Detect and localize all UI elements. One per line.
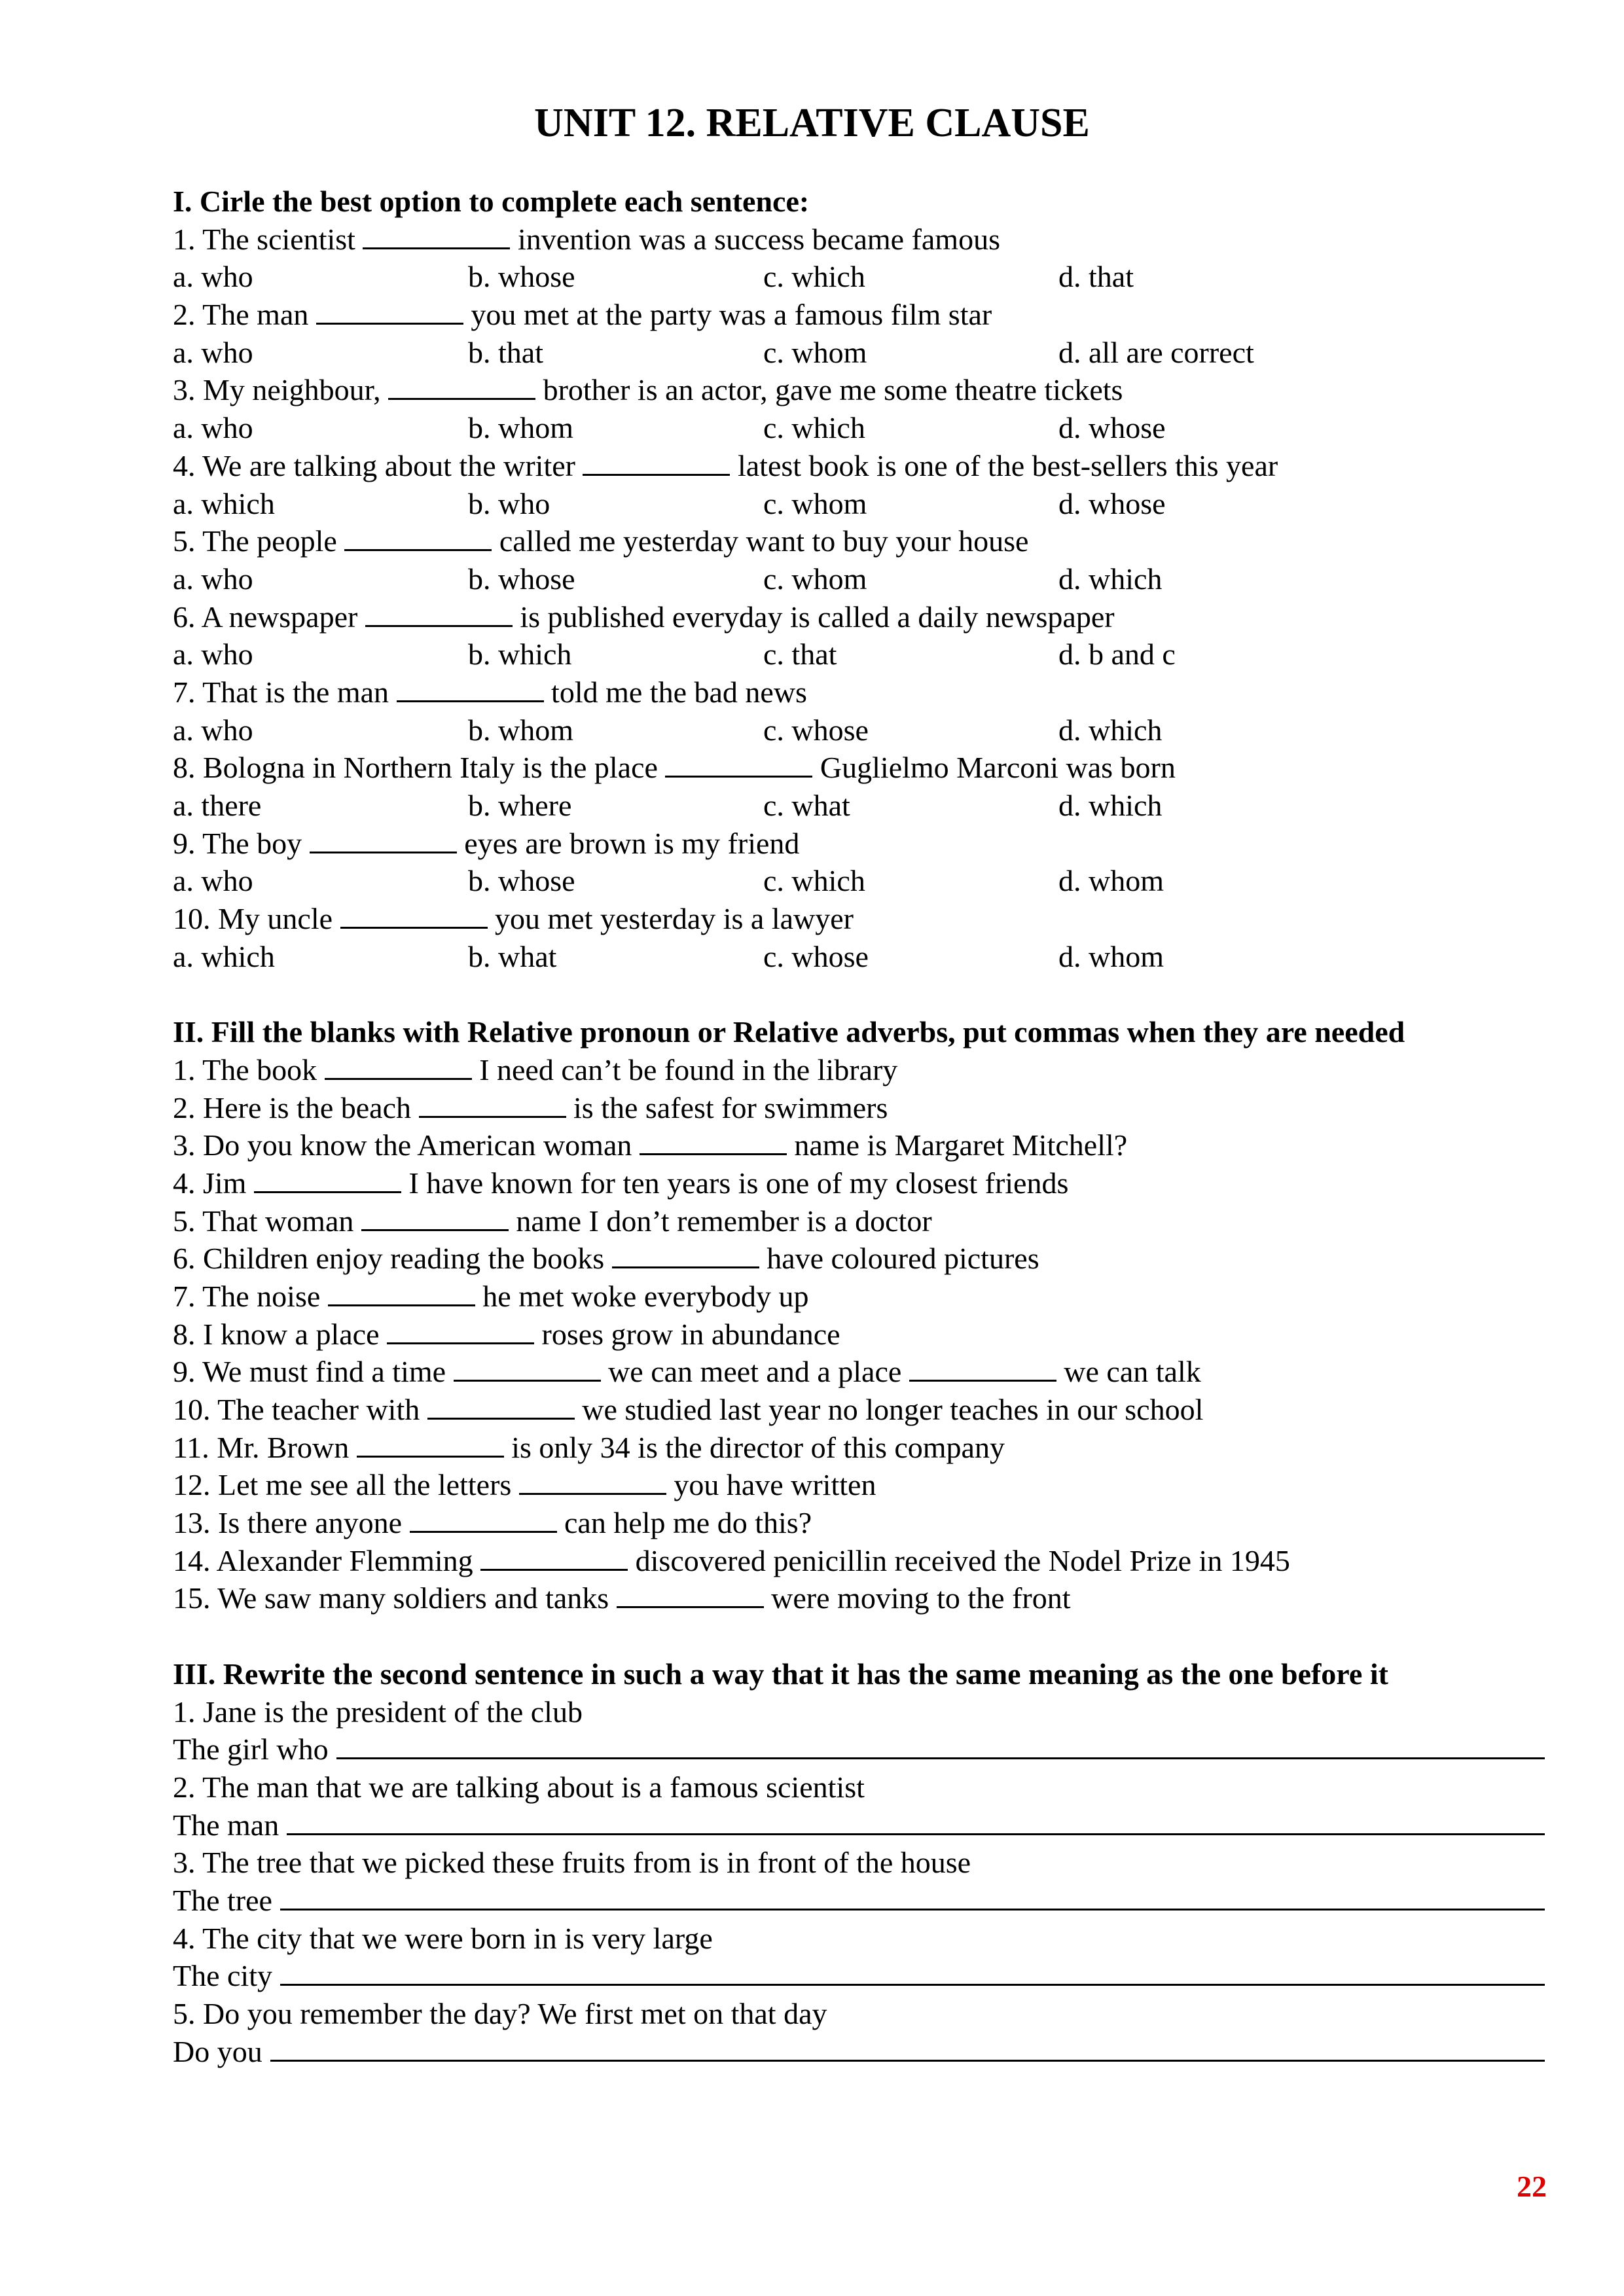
sentence-text-start: 14. Alexander Flemming — [173, 1543, 473, 1577]
options-row — [173, 258, 1547, 296]
answer-option[interactable]: a. which — [173, 486, 275, 520]
sentence-text-end: discovered penicillin received the Nodel Prize in 1945 — [635, 1543, 1290, 1577]
answer-option[interactable]: d. whose — [1058, 411, 1166, 445]
question-line — [173, 522, 1547, 560]
fill-blank-line — [173, 1353, 1547, 1391]
question-line — [173, 598, 1547, 636]
answer-blank — [361, 1203, 509, 1231]
answer-option[interactable]: c. what — [763, 789, 850, 822]
options-row — [173, 711, 1547, 749]
answer-blank — [583, 448, 730, 476]
sentence-text-start: 10. The teacher with — [173, 1393, 420, 1426]
question-text-start: 7. That is the man — [173, 675, 389, 709]
answer-option[interactable]: a. who — [173, 637, 253, 672]
sentence-text-end: we can talk — [1064, 1355, 1201, 1389]
sentence-text-end: name I don’t remember is a doctor — [516, 1204, 932, 1238]
answer-option[interactable]: b. whose — [468, 260, 575, 294]
fill-blank-line — [173, 1542, 1547, 1580]
rewrite-prompt: The city — [173, 1959, 272, 1993]
answer-blank — [325, 1052, 472, 1080]
answer-option[interactable]: a. which — [173, 939, 275, 973]
answer-blank — [410, 1505, 557, 1533]
answer-option[interactable]: d. whom — [1058, 939, 1164, 973]
sentence-text-start: 12. Let me see all the letters — [173, 1468, 512, 1502]
answer-option[interactable]: a. who — [173, 713, 253, 747]
answer-blank — [612, 1240, 759, 1268]
answer-option[interactable]: d. that — [1058, 260, 1134, 294]
answer-blank — [617, 1580, 764, 1608]
original-sentence: 5. Do you remember the day? We first met on that day — [173, 1997, 827, 2030]
answer-option[interactable]: b. whose — [468, 562, 575, 596]
fill-blank-line — [173, 1164, 1547, 1202]
question-text-end: Guglielmo Marconi was born — [820, 751, 1176, 785]
options-row — [173, 862, 1547, 900]
spacer — [173, 975, 1547, 1013]
options-row — [173, 560, 1547, 598]
section-2-heading: II. Fill the blanks with Relative pronoun or Relative adverbs, put commas when they are needed — [173, 1015, 1405, 1049]
rewrite-prompt: The tree — [173, 1883, 272, 1917]
answer-option[interactable]: a. who — [173, 562, 253, 596]
question-text-start: 6. A newspaper — [173, 600, 358, 634]
answer-blank — [340, 901, 488, 929]
sentence-text-end: I have known for ten years is one of my closest friends — [408, 1166, 1069, 1200]
question-text-start: 4. We are talking about the writer — [173, 448, 575, 482]
answer-option[interactable]: c. whom — [763, 562, 867, 596]
sentence-text-start: 6. Children enjoy reading the books — [173, 1242, 605, 1276]
rewrite-prompt: The man — [173, 1808, 280, 1842]
rewrite-line — [173, 1957, 1547, 1995]
question-line — [173, 673, 1547, 711]
question-line — [173, 447, 1547, 485]
rewrite-answer-line — [287, 1807, 1545, 1835]
answer-option[interactable]: d. which — [1058, 562, 1163, 596]
answer-blank — [344, 523, 492, 551]
answer-option[interactable]: d. b and c — [1058, 637, 1176, 672]
fill-blank-line — [173, 1240, 1547, 1278]
options-row — [173, 636, 1547, 673]
question-text-end: is published everyday is called a daily newspaper — [520, 600, 1115, 634]
fill-blank-line — [173, 1466, 1547, 1504]
sentence-text-end: roses grow in abundance — [541, 1317, 840, 1351]
sentence-text-end: were moving to the front — [771, 1581, 1071, 1615]
fill-blank-line — [173, 1051, 1547, 1089]
question-text-start: 1. The scientist — [173, 222, 355, 256]
sentence-text-end: he met woke everybody up — [482, 1279, 809, 1313]
fill-blank-line — [173, 1429, 1547, 1467]
answer-option[interactable]: b. whom — [468, 411, 573, 445]
answer-option[interactable]: a. who — [173, 411, 253, 445]
answer-option[interactable]: b. which — [468, 637, 572, 672]
answer-option[interactable]: a. who — [173, 335, 253, 369]
answer-option[interactable]: d. whose — [1058, 486, 1166, 520]
question-line — [173, 825, 1547, 863]
sentence-text-start: 11. Mr. Brown — [173, 1430, 350, 1464]
original-sentence: 2. The man that we are talking about is a famous scientist — [173, 1770, 865, 1804]
original-sentence: 1. Jane is the president of the club — [173, 1695, 583, 1729]
fill-blank-line — [173, 1089, 1547, 1127]
sentence-text-start: 4. Jim — [173, 1166, 247, 1200]
answer-option[interactable]: d. which — [1058, 789, 1163, 822]
answer-option[interactable]: a. who — [173, 864, 253, 898]
answer-option[interactable]: a. who — [173, 260, 253, 294]
answer-option[interactable]: b. where — [468, 789, 572, 822]
rewrite-answer-line — [280, 1882, 1545, 1910]
sentence-text-end: have coloured pictures — [767, 1242, 1039, 1276]
answer-blank — [254, 1165, 401, 1193]
question-text-end: latest book is one of the best-sellers this year — [737, 448, 1278, 482]
section-3-heading: III. Rewrite the second sentence in such a way that it has the same meaning as the one before it — [173, 1657, 1388, 1691]
answer-option[interactable]: b. who — [468, 486, 550, 520]
rewrite-answer-line — [270, 2034, 1545, 2062]
answer-option[interactable]: c. that — [763, 637, 837, 672]
answer-blank — [419, 1090, 566, 1118]
question-text-end: you met at the party was a famous film star — [471, 298, 992, 332]
sentence-text-start: 1. The book — [173, 1052, 317, 1086]
question-text-end: brother is an actor, gave me some theatre tickets — [543, 373, 1123, 407]
answer-blank — [397, 674, 544, 702]
question-line — [173, 371, 1547, 409]
answer-blank — [365, 599, 513, 627]
answer-blank — [328, 1278, 475, 1306]
sentence-text-end: can help me do this? — [564, 1506, 812, 1540]
options-row — [173, 334, 1547, 372]
sentence-text-end: is the safest for swimmers — [573, 1090, 888, 1124]
original-sentence: 3. The tree that we picked these fruits from is in front of the house — [173, 1846, 971, 1880]
page-title: UNIT 12. RELATIVE CLAUSE — [534, 101, 1090, 145]
original-sentence: 4. The city that we were born in is very large — [173, 1921, 713, 1955]
page-number: 22 — [1517, 2170, 1547, 2203]
sentence-text-middle: we can meet and a place — [608, 1355, 902, 1389]
question-text-start: 5. The people — [173, 524, 337, 558]
sentence-text-start: 9. We must find a time — [173, 1355, 446, 1389]
answer-blank — [427, 1391, 575, 1420]
fill-blank-line — [173, 1278, 1547, 1316]
fill-blank-line — [173, 1316, 1547, 1354]
fill-blank-line — [173, 1126, 1547, 1164]
answer-blank — [454, 1354, 601, 1382]
answer-blank — [665, 749, 812, 778]
answer-option[interactable]: b. what — [468, 939, 557, 973]
answer-option[interactable]: c. which — [763, 411, 865, 445]
question-line — [173, 296, 1547, 334]
answer-blank — [519, 1467, 666, 1495]
spacer — [173, 1617, 1547, 1655]
sentence-text-start: 13. Is there anyone — [173, 1506, 402, 1540]
answer-option[interactable]: a. there — [173, 789, 262, 822]
sentence-text-end: we studied last year no longer teaches in our school — [582, 1393, 1204, 1426]
question-text-end: eyes are brown is my friend — [464, 826, 800, 860]
question-line — [173, 221, 1547, 259]
answer-option[interactable]: c. whose — [763, 713, 869, 747]
rewrite-answer-line — [280, 1958, 1545, 1986]
sentence-text-start: 15. We saw many soldiers and tanks — [173, 1581, 609, 1615]
section-3-items — [173, 1693, 1547, 2071]
section-1-items — [173, 221, 1547, 976]
answer-blank — [316, 296, 463, 325]
rewrite-line — [173, 1806, 1547, 1844]
answer-option[interactable]: c. which — [763, 260, 865, 294]
section-1-heading: I. Cirle the best option to complete each sentence: — [173, 185, 810, 218]
answer-option[interactable]: c. whose — [763, 939, 869, 973]
sentence-text-start: 8. I know a place — [173, 1317, 380, 1351]
question-text-start: 2. The man — [173, 298, 309, 332]
question-text-end: called me yesterday want to buy your house — [499, 524, 1029, 558]
rewrite-prompt: The girl who — [173, 1732, 329, 1767]
answer-option[interactable]: c. whom — [763, 486, 867, 520]
sentence-text-start: 2. Here is the beach — [173, 1090, 412, 1124]
question-text-start: 8. Bologna in Northern Italy is the place — [173, 751, 658, 785]
options-row — [173, 485, 1547, 523]
question-text-start: 3. My neighbour, — [173, 373, 381, 407]
question-text-start: 9. The boy — [173, 826, 302, 860]
sentence-text-end: I need can’t be found in the library — [479, 1052, 898, 1086]
answer-blank — [909, 1354, 1056, 1382]
question-line — [173, 900, 1547, 938]
rewrite-line — [173, 1731, 1547, 1768]
answer-option[interactable]: b. whom — [468, 713, 573, 747]
fill-blank-line — [173, 1202, 1547, 1240]
worksheet-content — [173, 183, 1547, 2070]
rewrite-line — [173, 1882, 1547, 1920]
answer-blank — [640, 1127, 787, 1155]
answer-blank — [357, 1429, 504, 1458]
fill-blank-line — [173, 1579, 1547, 1617]
options-row — [173, 409, 1547, 447]
rewrite-line — [173, 2033, 1547, 2071]
answer-blank — [310, 825, 457, 853]
fill-blank-line — [173, 1391, 1547, 1429]
question-text-end: told me the bad news — [551, 675, 807, 709]
answer-blank — [363, 221, 510, 249]
answer-option[interactable]: b. whose — [468, 864, 575, 898]
question-text-end: invention was a success became famous — [517, 222, 1000, 256]
question-line — [173, 749, 1547, 787]
sentence-text-end: is only 34 is the director of this company — [511, 1430, 1005, 1464]
answer-option[interactable]: d. whom — [1058, 864, 1164, 898]
sentence-text-start: 5. That woman — [173, 1204, 354, 1238]
sentence-text-start: 3. Do you know the American woman — [173, 1128, 632, 1162]
question-text-end: you met yesterday is a lawyer — [495, 902, 854, 936]
sentence-text-end: you have written — [674, 1468, 876, 1502]
rewrite-prompt: Do you — [173, 2034, 262, 2068]
answer-blank — [480, 1543, 628, 1571]
sentence-text-end: name is Margaret Mitchell? — [794, 1128, 1128, 1162]
section-2-items — [173, 1051, 1547, 1617]
question-text-start: 10. My uncle — [173, 902, 333, 936]
options-row — [173, 938, 1547, 976]
rewrite-answer-line — [336, 1731, 1545, 1759]
fill-blank-line — [173, 1504, 1547, 1542]
answer-option[interactable]: b. that — [468, 335, 543, 369]
answer-option[interactable]: c. which — [763, 864, 865, 898]
answer-blank — [388, 372, 535, 400]
answer-option[interactable]: d. all are correct — [1058, 335, 1254, 369]
answer-option[interactable]: c. whom — [763, 335, 867, 369]
answer-blank — [387, 1316, 534, 1344]
answer-option[interactable]: d. which — [1058, 713, 1163, 747]
options-row — [173, 787, 1547, 825]
sentence-text-start: 7. The noise — [173, 1279, 321, 1313]
